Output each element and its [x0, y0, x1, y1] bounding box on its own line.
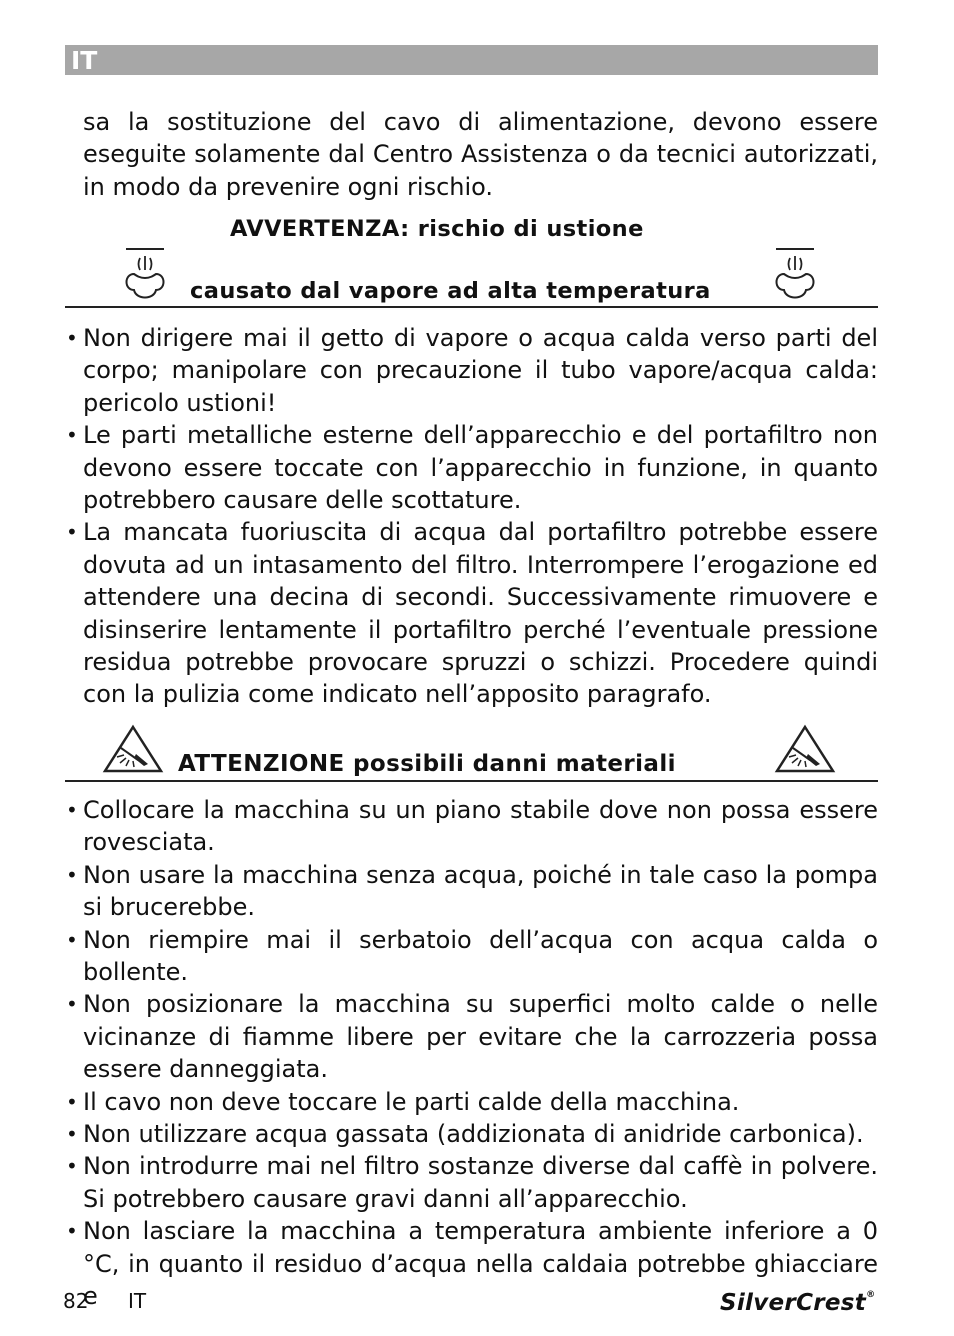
- list-item: • Non introdurre mai nel filtro sostanze diverse dal caffè in polvere. Si potrebbero causare gravi danni all’apparecchio.: [66, 1152, 878, 1213]
- list-item: • Non usare la macchina senza acqua, poiché in tale caso la pompa si brucerebbe.: [66, 860, 878, 922]
- warning-list: [66, 322, 878, 711]
- list-item: • Le parti metalliche esterne dell’apparecchio e del portafiltro non devono essere toccate con l’apparecchio in funzione, in quanto potrebbero causare delle scottature.: [66, 421, 878, 515]
- list-item: • Non utilizzare acqua gassata (addizionata di anidride carbonica).: [66, 1120, 864, 1149]
- list-item: • Non posizionare la macchina su superfici molto calde o nelle vicinanze di fiamme libere per evitare che la carrozzeria possa essere danneggiata.: [66, 990, 878, 1084]
- page-number: 82: [63, 1289, 89, 1313]
- language-header-bar: [65, 45, 878, 75]
- list-item: • Non dirigere mai il getto di vapore o acqua calda verso parti del corpo; manipolare con precauzione il tubo vapore/acqua calda: pericolo ustioni!: [66, 324, 878, 417]
- brand-logo: [720, 1290, 875, 1316]
- list-item: • Il cavo non deve toccare le parti calde della macchina.: [66, 1087, 740, 1116]
- registered-mark: ®: [866, 1290, 876, 1300]
- list-item: • Collocare la macchina su un piano stabile dove non possa essere rovesciata.: [66, 796, 878, 857]
- footer-language: IT: [128, 1289, 147, 1313]
- material-damage-warning-icon: [774, 724, 836, 774]
- material-damage-warning-icon: [102, 724, 164, 774]
- list-item: • Non riempire mai il serbatoio dell’acqua con acqua calda o bollente.: [66, 925, 878, 987]
- section-divider: [65, 780, 878, 782]
- list-item: • Non lasciare la macchina a temperatura ambiente inferiore a 0 °C, in quanto il residuo d’acqua nella caldaia potrebbe ghiacciare e: [66, 1217, 878, 1311]
- language-label: IT: [71, 46, 98, 75]
- warning-title-line1: AVVERTENZA: rischio di ustione: [230, 216, 644, 242]
- warning-title-line2: causato dal vapore ad alta temperatura: [190, 278, 711, 304]
- intro-paragraph: sa la sostituzione del cavo di alimentazione, devono essere eseguite solamente dal Centro Assistenza o da tecnici autorizzati, in modo da prevenire ogni rischio.: [83, 108, 878, 201]
- caution-title: ATTENZIONE possibili danni materiali: [178, 751, 676, 777]
- steam-burn-icon: [770, 246, 820, 302]
- list-item: • La mancata fuoriuscita di acqua dal portafiltro potrebbe essere dovuta ad un intasamento del filtro. Interrompere l’erogazione ed attendere una decina di secondi. Successivamente rimuovere e disinserire lentamente il portafiltro perché l’eventuale pressione residua potrebbe provocare spruzzi o schizzi. Procedere quindi con la pulizia come indicato nell’apposito paragrafo.: [66, 518, 878, 709]
- section-divider: [65, 306, 878, 308]
- brand-name: SilverCrest: [720, 1290, 867, 1316]
- steam-burn-icon: [120, 246, 170, 302]
